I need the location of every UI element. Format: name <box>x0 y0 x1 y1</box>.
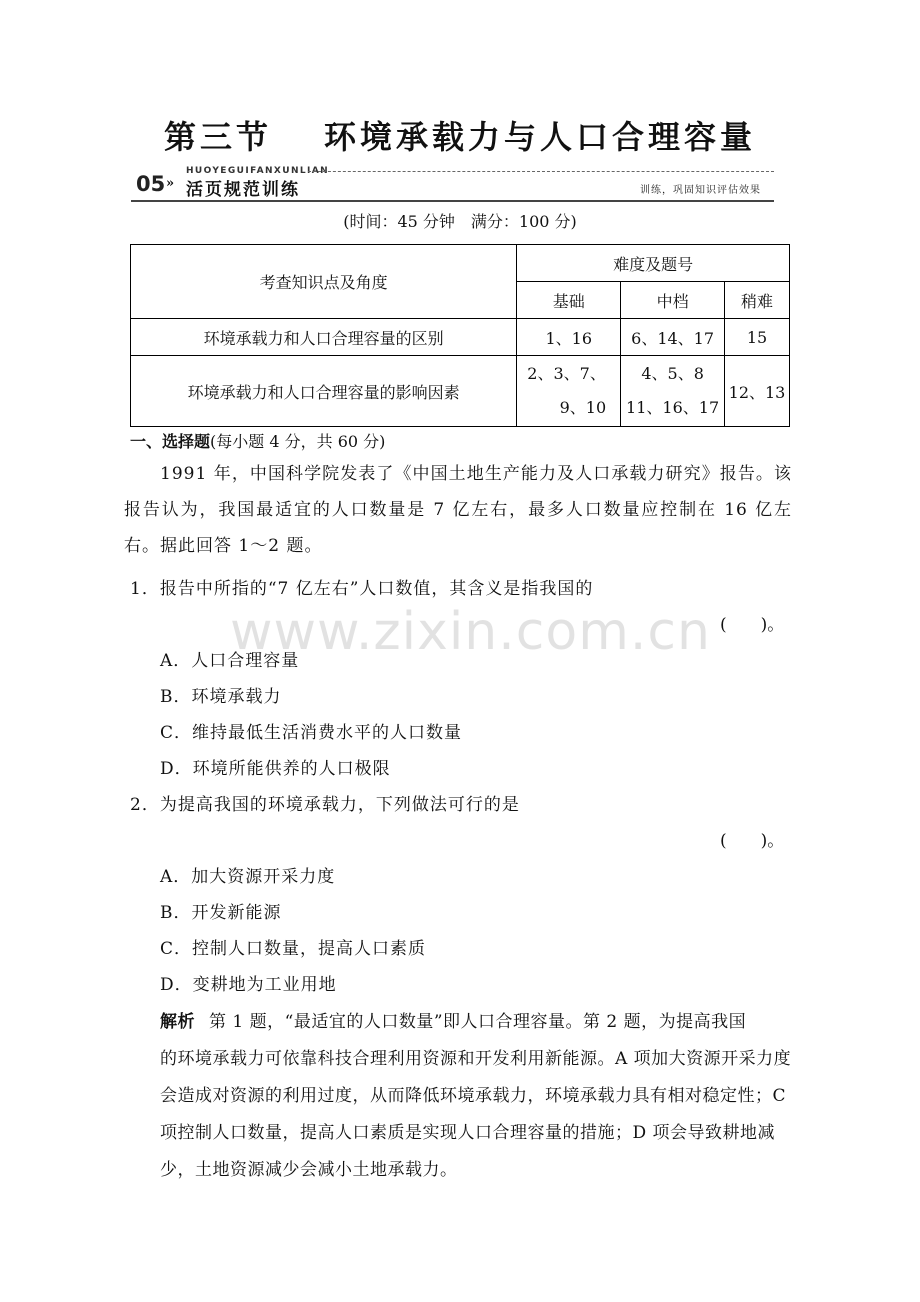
question-1-option-d: D．环境所能供养的人口极限 <box>160 759 391 779</box>
analysis-first-text: 第 1 题，“最适宜的人口数量”即人口合理容量。第 2 题，为提高我国 <box>209 1012 747 1032</box>
table-cell-hard: 12、13 <box>725 356 790 427</box>
time-info: (时间：45 分钟 满分：100 分) <box>343 212 577 231</box>
table-subheader-hard: 稍难 <box>725 282 790 319</box>
analysis-label: 解析 <box>160 1012 195 1032</box>
table-subheader-basic: 基础 <box>517 282 621 319</box>
band-number: 05 <box>136 172 166 196</box>
section-heading <box>130 429 385 452</box>
cell-line: 11、16、17 <box>626 398 720 417</box>
question-2-stem: 2．为提高我国的环境承载力，下列做法可行的是 <box>130 795 520 815</box>
table-cell-medium <box>621 356 725 427</box>
band-label: 活页规范训练 <box>186 180 300 200</box>
page-title <box>0 112 920 158</box>
question-1-option-a: A．人口合理容量 <box>160 651 300 671</box>
table-subheader-medium: 中档 <box>621 282 725 319</box>
table-header-left: 考查知识点及角度 <box>131 245 517 319</box>
watermark: www.zixin.com.cn <box>230 602 711 662</box>
table-row <box>131 319 790 356</box>
band-arrow-icon: » <box>166 176 175 191</box>
table-cell-hard: 15 <box>725 319 790 356</box>
cell-line: 4、5、8 <box>641 364 704 383</box>
section-title-text: 一、选择题 <box>130 432 211 451</box>
question-2-option-d: D．变耕地为工业用地 <box>160 975 337 995</box>
table-row <box>131 356 790 427</box>
cell-line: 2、3、7、 <box>527 364 606 383</box>
question-1-stem: 1．报告中所指的“7 亿左右”人口数值，其含义是指我国的 <box>130 579 594 599</box>
table-cell-basic <box>517 356 621 427</box>
cell-line: 9、10 <box>559 398 607 417</box>
band-pinyin: HUOYEGUIFANXUNLIAN <box>186 166 330 176</box>
table-cell-basic: 1、16 <box>517 319 621 356</box>
section-number: 第三节 <box>163 118 272 156</box>
question-2-answer-blank: ( )。 <box>720 831 785 851</box>
band-dashed-line <box>308 171 774 172</box>
band-right-text: 训练，巩固知识评估效果 <box>640 185 761 196</box>
table-header-right: 难度及题号 <box>517 245 790 282</box>
table-cell-medium: 6、14、17 <box>621 319 725 356</box>
band-underline <box>131 200 774 202</box>
question-1-answer-blank: ( )。 <box>720 615 785 635</box>
analysis-first-line <box>160 1004 792 1041</box>
question-1-option-c: C．维持最低生活消费水平的人口数量 <box>160 723 463 743</box>
question-1-option-b: B．环境承载力 <box>160 687 282 707</box>
knowledge-table <box>130 244 790 427</box>
table-cell-topic: 环境承载力和人口合理容量的区别 <box>131 319 517 356</box>
intro-paragraph: 1991 年，中国科学院发表了《中国土地生产能力及人口承载力研究》报告。该报告认为，我国最适宜的人口数量是 7 亿左右，最多人口数量应控制在 16 亿左右。据此回答 1～2 题。 <box>124 464 792 556</box>
analysis-body: 的环境承载力可依靠科技合理利用资源和开发利用新能源。A 项加大资源开采力度会造成对资源的利用过度，从而降低环境承载力，环境承载力具有相对稳定性；C 项控制人口数量，提高人口素质是实现人口合理容量的措施；D 项会导致耕地减少，土地资源减少会减小土地承载力。 <box>160 1049 792 1180</box>
question-2-option-c: C．控制人口数量，提高人口素质 <box>160 939 427 959</box>
table-cell-topic: 环境承载力和人口合理容量的影响因素 <box>131 356 517 427</box>
section-note: (每小题 4 分，共 60 分) <box>210 432 386 451</box>
section-title: 环境承载力与人口合理容量 <box>324 118 757 156</box>
question-2-option-a: A．加大资源开采力度 <box>160 867 336 887</box>
question-2-option-b: B．开发新能源 <box>160 903 282 923</box>
